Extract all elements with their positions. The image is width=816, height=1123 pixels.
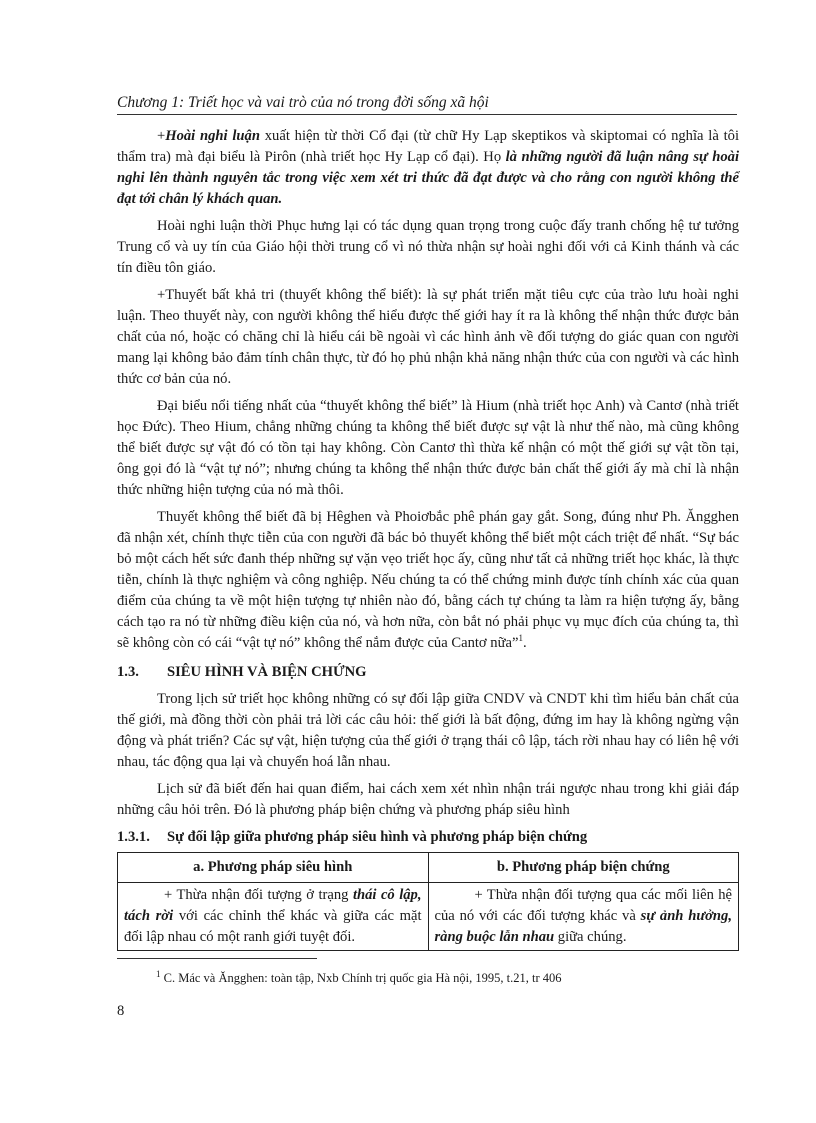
header-rule [117, 114, 737, 115]
table-header-metaphysical: a. Phương pháp siêu hình [118, 853, 429, 883]
subsection-title: Sự đối lập giữa phương pháp siêu hình và phương pháp biện chứng [167, 829, 588, 845]
text-run: + [157, 128, 166, 144]
text-run: Đại biểu nổi tiếng nhất của “thuyết không thể biết” là Hium (nhà triết học Anh) và Cantơ (nhà triết học Đức). Theo Hium, chẳng những chúng ta không thể biết được sự vật là như thế nào, mà cũng không thể biết được sự vật đó có tồn tại hay không. Còn Cantơ thì thừa kế nhận có một thế giới sự vật tồn tại, ông gọi đó là “vật tự nó”; nhưng chúng ta không thể nhận thức được bản chất thế giới ấy mà chỉ là nhận thức những hiện tượng của nó mà thôi. [117, 398, 739, 498]
comparison-table [117, 852, 739, 951]
table-row [118, 883, 739, 951]
footnote-ref: 1 [518, 633, 523, 644]
table-cell-metaphysical [118, 883, 429, 951]
main-body [117, 126, 739, 951]
subsection-heading [117, 827, 739, 848]
emphasis-text: là những người đã luận nâng sự hoài nghi lên thành nguyên tắc trong việc xem xét tri thức đã đạt được và cho rằng con người không thể đạt tới chân lý khách quan. [117, 149, 739, 207]
paragraph [117, 396, 739, 501]
table-cell-dialectical [428, 883, 739, 951]
page-number: 8 [117, 1003, 125, 1019]
table-header-row [118, 853, 739, 883]
text-run: + Thừa nhận đối tượng qua các mối liên hệ của nó với các đối tượng khác và [434, 887, 732, 924]
footnote-rule [117, 958, 317, 959]
paragraph-group [117, 126, 739, 654]
footnote-text: C. Mác và Ăngghen: toàn tập, Nxb Chính trị quốc gia Hà nội, 1995, t.21, tr 406 [163, 971, 562, 985]
paragraph [117, 779, 739, 821]
emphasis-text: Hoài nghi luận [165, 128, 260, 144]
paragraph [117, 285, 739, 390]
paragraph [117, 126, 739, 210]
section-number: 1.3. [117, 664, 139, 680]
text-run: giữa chúng. [554, 929, 627, 945]
text-run: xuất hiện từ thời Cổ đại (từ chữ Hy Lạp skeptikos và skiptomai có nghĩa là tôi thẩm tra) mà đại biểu là Pirôn (nhà triết học Hy Lạp cổ đại). Họ [117, 128, 739, 165]
text-run: Thuyết không thể biết đã bị Hêghen và Phoiơbắc phê phán gay gắt. Song, đúng như Ph. Ăngghen đã nhận xét, chính thực tiễn của con người đã bác bỏ thuyết không thể biết một cách triệt để nhất. “Sự bác bỏ một cách hết sức đanh thép những sự vặn vẹo triết học ấy, cũng như tất cả những triết học khác, là thực tiễn, chính là thực nghiệm và công nghiệp. Nếu chúng ta có thể chứng minh được tính chính xác của quan điểm của chúng ta về một hiện tượng tự nhiên nào đó, bằng cách tự chúng ta làm ra hiện tượng ấy, bằng cách tạo ra nó từ những điều kiện của nó, và hơn nữa, còn bắt nó phải phục vụ mục đích của chúng ta, thì sẽ không còn có cái “vật tự nó” không thể nắm được của Cantơ nữa” [117, 509, 739, 651]
text-run: . [522, 635, 527, 651]
emphasis-text: sự ảnh hưởng, ràng buộc lẫn nhau [434, 908, 732, 945]
text-run: Lịch sử đã biết đến hai quan điểm, hai cách xem xét nhìn nhận trái ngược nhau trong khi giải đáp những câu hỏi trên. Đó là phương pháp biện chứng và phương pháp siêu hình [117, 781, 739, 818]
paragraph [117, 689, 739, 773]
text-run: Hoài nghi luận thời Phục hưng lại có tác dụng quan trọng trong cuộc đấy tranh chống hệ tư tưởng Trung cổ và uy tín của Giáo hội thời trung cổ vì nó thừa nhận sự hoài nghi đối với cả Kinh thánh và các tín điều tôn giáo. [117, 218, 739, 276]
subsection-number: 1.3.1. [117, 829, 150, 845]
footnote [156, 970, 736, 986]
text-run: với các chỉnh thể khác và giữa các mặt đối lập nhau có một ranh giới tuyệt đối. [124, 908, 422, 945]
text-run: +Thuyết bất khả tri (thuyết không thể biết): là sự phát triển mặt tiêu cực của trào lưu hoài nghi luận. Theo thuyết này, con người không thể hiểu được thế giới hay ít ra là không thể nhận thức được bản chất của nó, hoặc có chăng chỉ là hiểu cái bề ngoài vì các hình ảnh về đối tượng do giác quan con người mang lại không bảo đảm tính chân thực, từ đó họ phủ nhận khả năng nhận thức của con người và các hình thức cơ bản của nó. [117, 287, 739, 387]
paragraph [117, 216, 739, 279]
section-paragraph-group [117, 689, 739, 821]
table-header-dialectical: b. Phương pháp biện chứng [428, 853, 739, 883]
emphasis-text: thái cô lập, tách rời [124, 887, 422, 924]
section-title: SIÊU HÌNH VÀ BIỆN CHỨNG [167, 664, 367, 680]
text-run: + Thừa nhận đối tượng ở trạng [164, 887, 353, 903]
text-run: Trong lịch sử triết học không những có sự đối lập giữa CNDV và CNDT khi tìm hiểu bản chất của thế giới, mà đồng thời còn phải trả lời các câu hỏi: thế giới là bất động, đứng im hay là không ngừng vận động và phát triển? Các sự vật, hiện tượng của thế giới ở trạng thái cô lập, tách rời nhau hay có liên hệ với nhau, tác động qua lại và chuyển hoá lẫn nhau. [117, 691, 739, 770]
paragraph [117, 507, 739, 654]
section-heading [117, 662, 739, 683]
chapter-header: Chương 1: Triết học và vai trò của nó trong đời sống xã hội [117, 94, 489, 111]
footnote-mark: 1 [156, 968, 161, 979]
